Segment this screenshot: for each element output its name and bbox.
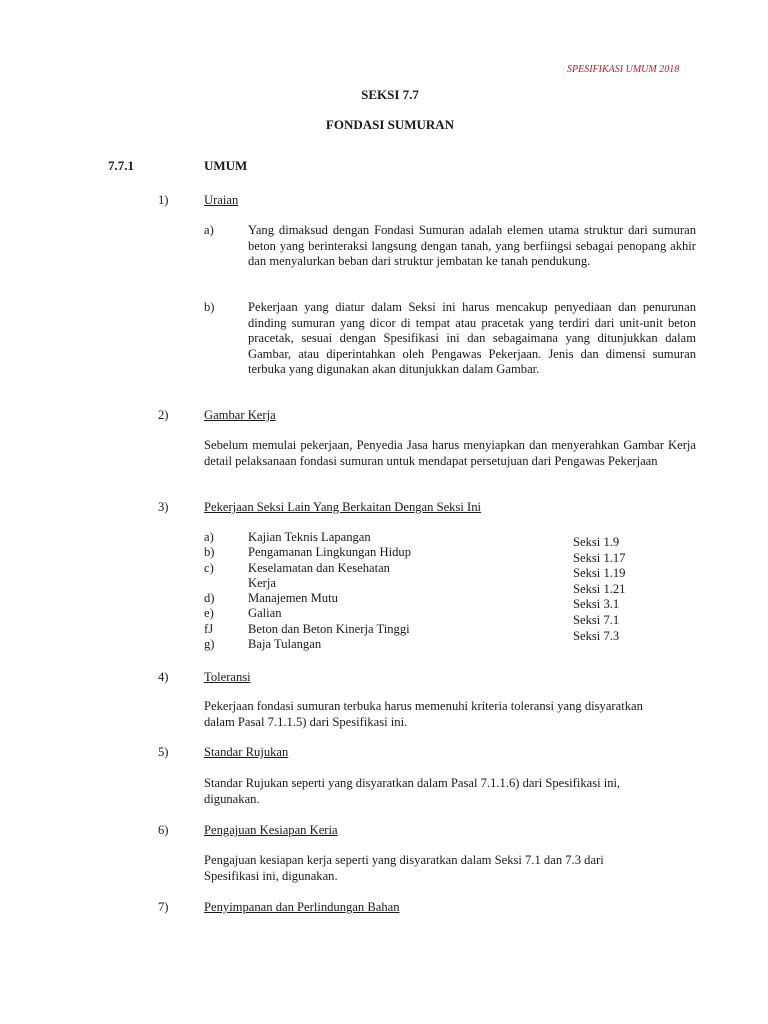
related-name: Kajian Teknis Lapangan (248, 530, 371, 544)
related-label: c) (204, 560, 214, 575)
heading-standar-rujukan: Standar Rujukan (204, 745, 289, 759)
pengajuan-line: Spesifikasi ini, digunakan. (204, 868, 338, 883)
related-label: e) (204, 606, 214, 621)
item-number-7: 7) (158, 900, 169, 914)
section-subtitle: FONDASI SUMURAN (325, 117, 455, 132)
toleransi-line: dalam Pasal 7.1.1.5) dari Spesifikasi ini. (204, 714, 408, 729)
standar-line: digunakan. (204, 791, 260, 806)
section-title: SEKSI 7.7 (361, 87, 419, 102)
item-number-1: 1) (158, 193, 169, 207)
related-name: Pengamanan Lingkungan Hidup (248, 545, 411, 560)
related-names (248, 530, 418, 652)
uraian-b-text: Pekerjaan yang diatur dalam Seksi ini harus mencakup penyediaan dan penurunan dinding sumuran yang dicor di tempat atau pracetak yang terdiri dari unit-unit beton pracetak, sesuai dengan Spesifikasi ini dan sebagaimana yang ditunjukkan dalam Gambar, atau diperintahkan oleh Pengawas Pekerjaan. Jenis dan dimensi sumuran terbuka yang digunakan akan ditunjukkan dalam Gambar. (248, 300, 696, 377)
heading-gambar-kerja: Gambar Kerja (204, 408, 276, 422)
related-label: fJ (204, 621, 214, 636)
related-label (204, 576, 215, 591)
heading-uraian: Uraian (204, 193, 239, 207)
related-ref: Seksi 3.1 (573, 597, 620, 612)
uraian-a-text: Yang dimaksud dengan Fondasi Sumuran adalah elemen utama struktur dari sumuran beton yang berinteraksi langsung dengan tanah, yang berfiingsi sebagai penopang akhir dan menyalurkan beban dari struktur jembatan ke tanah pendukung. (248, 223, 696, 269)
gambar-kerja-text: Sebelum memulai pekerjaan, Penyedia Jasa harus menyiapkan dan menyerahkan Gambar Kerja detail pelaksanaan fondasi sumuran untuk mendapat persetujuan dari Pengawas Pekerjaan (204, 438, 696, 468)
related-name: Kerja (248, 575, 276, 590)
heading-related-sections: Pekerjaan Seksi Lain Yang Berkaitan Dengan Seksi Ini (204, 500, 482, 514)
pengajuan-line: Pengajuan kesiapan kerja seperti yang disyaratkan dalam Seksi 7.1 dan 7.3 dari (204, 853, 604, 867)
toleransi-text (204, 699, 643, 730)
toleransi-line: Pekerjaan fondasi sumuran terbuka harus memenuhi kriteria toleransi yang disyaratkan (204, 699, 643, 713)
related-label: b) (204, 545, 215, 560)
uraian-a-label: a) (204, 223, 214, 237)
related-label: g) (204, 637, 215, 652)
related-label: d) (204, 591, 215, 606)
heading-penyimpanan: Penyimpanan dan Perlindungan Bahan (204, 900, 400, 914)
heading-toleransi: Toleransi (204, 670, 251, 684)
item-number-4: 4) (158, 670, 169, 684)
related-name: Manajemen Mutu (248, 591, 338, 606)
standar-text (204, 776, 620, 807)
related-name: Galian (248, 606, 282, 621)
related-name: Keselamatan dan Kesehatan (248, 560, 390, 575)
item-number-3: 3) (158, 500, 169, 514)
related-labels (204, 530, 215, 652)
related-ref: Seksi 1.17 (573, 550, 626, 565)
header-note: SPESIFIKASI UMUM 2018 (567, 64, 680, 75)
related-ref: Seksi 1.21 (573, 581, 626, 596)
related-name: Beton dan Beton Kinerja Tinggi (248, 621, 410, 636)
pengajuan-text (204, 853, 604, 884)
standar-line: Standar Rujukan seperti yang disyaratkan dalam Pasal 7.1.1.6) dari Spesifikasi ini, (204, 776, 621, 790)
related-ref: Seksi 7.3 (573, 628, 620, 643)
subsection-number: 7.7.1 (108, 158, 134, 173)
related-ref: Seksi 1.19 (573, 566, 626, 581)
subsection-title: UMUM (204, 158, 248, 173)
related-refs (573, 535, 625, 644)
item-number-5: 5) (158, 745, 169, 759)
related-ref: Seksi 7.1 (573, 612, 620, 627)
heading-pengajuan: Pengajuan Kesiapan Keria (204, 823, 338, 837)
related-name: Baja Tulangan (248, 637, 322, 652)
related-ref: Seksi 1.9 (573, 535, 620, 549)
item-number-6: 6) (158, 823, 169, 837)
item-number-2: 2) (158, 408, 169, 422)
uraian-b-label: b) (204, 300, 215, 314)
related-label: a) (204, 530, 214, 544)
